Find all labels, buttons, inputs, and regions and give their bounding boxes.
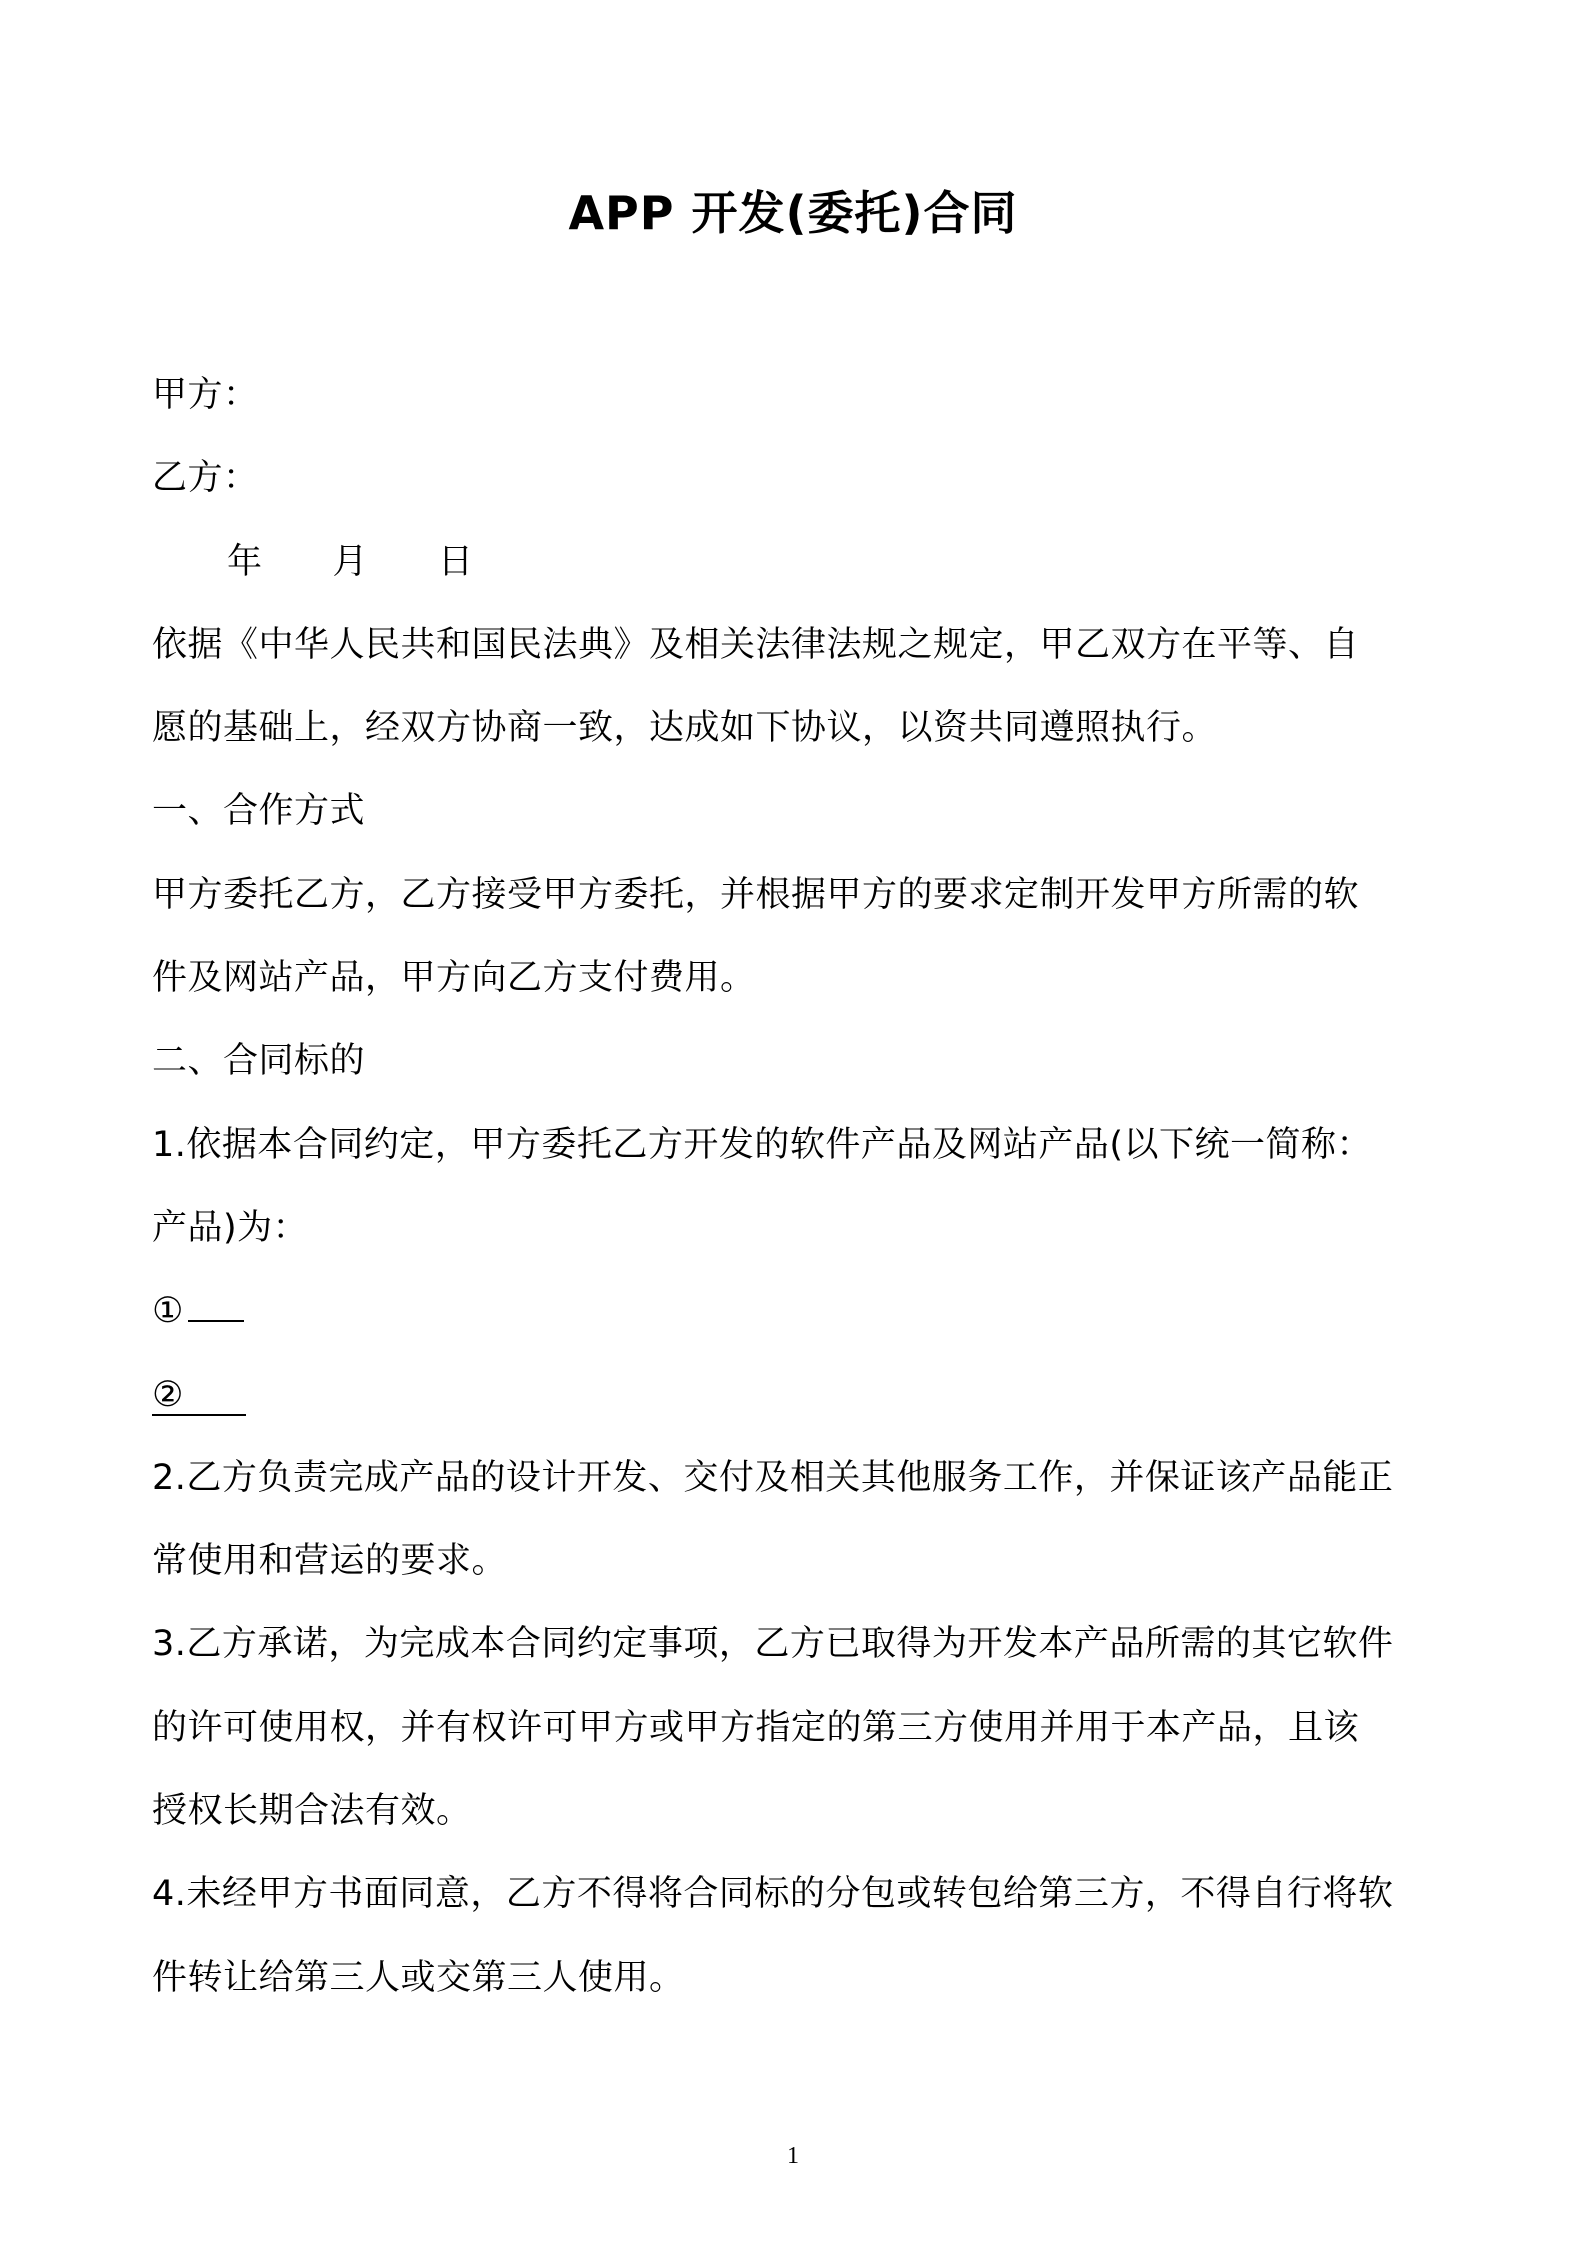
section1-heading: 一、合作方式 [152, 791, 366, 832]
clause4-line-2: 件转让给第三人或交第三人使用。 [152, 1957, 685, 1998]
clause1-line-1: 1.依据本合同约定，甲方委托乙方开发的软件产品及网站产品(以下统一简称： [152, 1124, 1373, 1165]
clause3-line-1: 3.乙方承诺，为完成本合同约定事项，乙方已取得为开发本产品所需的其它软件 [152, 1624, 1394, 1665]
document-title: APP 开发(委托)合同 [568, 186, 1018, 240]
product-item-1 [152, 1270, 1452, 1353]
product-item-2 [152, 1354, 1452, 1437]
page-number: 1 [787, 2143, 799, 2169]
date-year: 年 [227, 541, 263, 582]
clause4-line-1: 4.未经甲方书面同意，乙方不得将合同标的分包或转包给第三方，不得自行将软 [152, 1874, 1394, 1915]
clause3-line-2: 的许可使用权，并有权许可甲方或甲方指定的第三方使用并用于本产品，且该 [152, 1707, 1360, 1748]
item-1-marker: ① [152, 1291, 184, 1332]
clause3-line-3: 授权长期合法有效。 [152, 1791, 472, 1832]
section1-line-2: 件及网站产品，甲方向乙方支付费用。 [152, 958, 756, 999]
clause1-line-2: 产品)为： [152, 1207, 309, 1248]
item-1-blank [188, 1294, 244, 1322]
section2-heading: 二、合同标的 [152, 1041, 366, 1082]
clause2-line-2: 常使用和营运的要求。 [152, 1541, 508, 1582]
date-line [152, 521, 1452, 604]
preamble-line-1: 依据《中华人民共和国民法典》及相关法律法规之规定，甲乙双方在平等、自 [152, 624, 1360, 665]
party-a-label: 甲方： [152, 375, 259, 415]
date-day: 日 [438, 541, 474, 582]
party-b-label: 乙方： [152, 458, 259, 499]
item-2-blank [152, 1414, 246, 1416]
clause2-line-1: 2.乙方负责完成产品的设计开发、交付及相关其他服务工作，并保证该产品能正 [152, 1457, 1394, 1498]
item-2-marker: ② [152, 1374, 184, 1415]
document-body [152, 354, 1452, 2020]
date-month: 月 [332, 541, 369, 582]
section1-line-1: 甲方委托乙方，乙方接受甲方委托，并根据甲方的要求定制开发甲方所需的软 [152, 874, 1360, 915]
preamble-line-2: 愿的基础上，经双方协商一致，达成如下协议，以资共同遵照执行。 [152, 708, 1218, 749]
